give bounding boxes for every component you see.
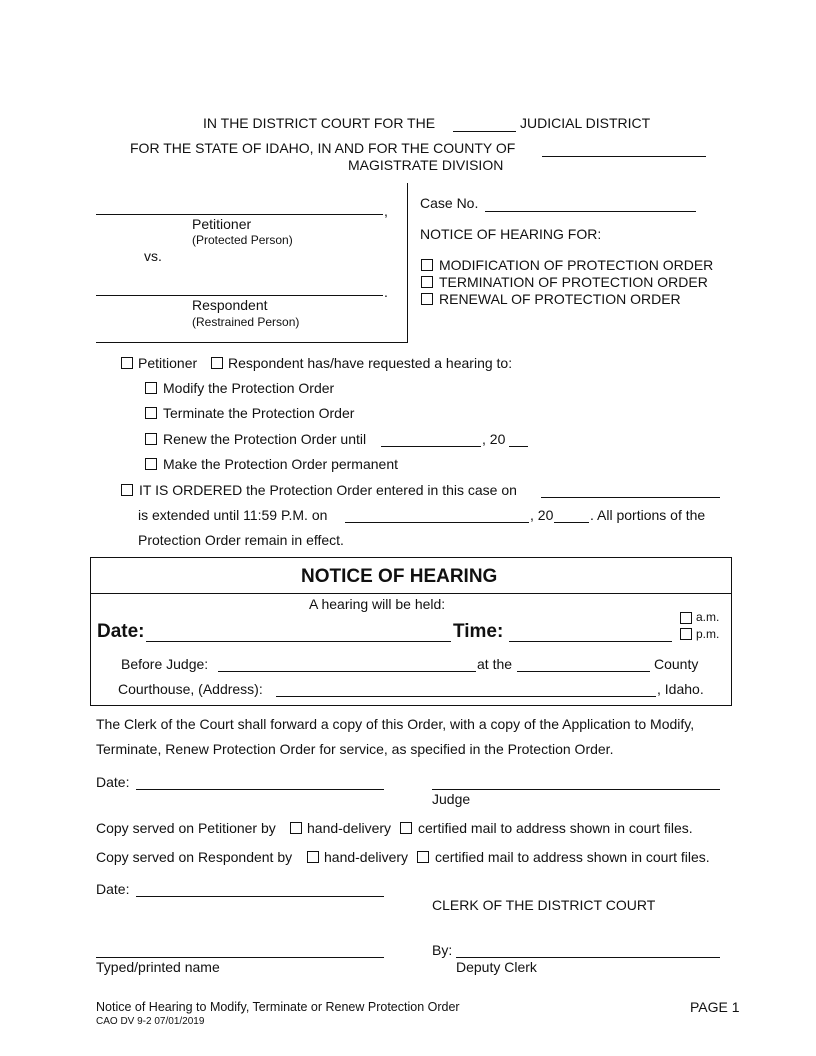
renew-label: Renew the Protection Order until (163, 431, 367, 447)
renewal-label: RENEWAL OF PROTECTION ORDER (439, 291, 681, 307)
footer-form-title: Notice of Hearing to Modify, Terminate or Renew Protection Order (96, 1000, 460, 1014)
hearing-date-label: Date: (97, 621, 145, 642)
county-field[interactable] (542, 156, 706, 157)
served-respondent-label: Copy served on Respondent by (96, 849, 293, 865)
termination-checkbox[interactable] (421, 276, 433, 288)
respondent-period: . (384, 284, 388, 300)
am-label: a.m. (696, 610, 720, 624)
notice-title: NOTICE OF HEARING (301, 566, 498, 587)
courthouse-county-field[interactable] (517, 671, 650, 672)
remain-in-effect-label: Protection Order remain in effect. (138, 532, 344, 548)
extended-label: is extended until 11:59 P.M. on (138, 507, 328, 523)
modify-label: Modify the Protection Order (163, 380, 335, 396)
deputy-clerk-signature-field[interactable] (456, 957, 720, 958)
hearing-time-field[interactable] (509, 641, 672, 642)
court-heading-part2: JUDICIAL DISTRICT (520, 115, 651, 131)
at-the-label: at the (477, 656, 513, 672)
ordered-checkbox[interactable] (121, 484, 133, 496)
permanent-checkbox[interactable] (145, 458, 157, 470)
order-date-field[interactable] (136, 789, 384, 790)
extended-year-field[interactable] (554, 522, 589, 523)
footer-form-code: CAO DV 9-2 07/01/2019 (96, 1016, 205, 1027)
deputy-clerk-label: Deputy Clerk (456, 959, 537, 975)
typed-name-label: Typed/printed name (96, 959, 220, 975)
notice-title-divider (90, 593, 732, 594)
petitioner-name-field[interactable] (96, 214, 383, 215)
respondent-certified-mail-checkbox[interactable] (417, 851, 429, 863)
petitioner-label: Petitioner (192, 216, 252, 232)
caption-divider-vertical (407, 183, 408, 343)
renew-year-label: , 20 (482, 431, 506, 447)
before-judge-label: Before Judge: (121, 656, 209, 672)
pm-label: p.m. (696, 627, 720, 641)
petitioner-hand-delivery-label: hand-delivery (307, 820, 392, 836)
court-heading-part1: IN THE DISTRICT COURT FOR THE (203, 115, 436, 131)
division-heading: MAGISTRATE DIVISION (348, 157, 504, 173)
petitioner-comma: , (384, 203, 388, 219)
petitioner-certified-mail-label: certified mail to address shown in court files. (418, 820, 693, 836)
caption-divider-horizontal (96, 342, 408, 343)
extended-suffix-label: . All portions of the (590, 507, 706, 523)
clerk-of-court-label: CLERK OF THE DISTRICT COURT (432, 897, 656, 913)
request-petitioner-checkbox[interactable] (121, 357, 133, 369)
judge-name-field[interactable] (218, 671, 476, 672)
ordered-label: IT IS ORDERED the Protection Order entered in this case on (139, 482, 517, 498)
petitioner-sublabel: (Protected Person) (192, 233, 293, 247)
hearing-held-label: A hearing will be held: (309, 596, 446, 612)
case-number-label: Case No. (420, 195, 479, 211)
renew-year-field[interactable] (509, 446, 528, 447)
request-respondent-checkbox[interactable] (211, 357, 223, 369)
termination-label: TERMINATION OF PROTECTION ORDER (439, 274, 708, 290)
modification-label: MODIFICATION OF PROTECTION ORDER (439, 257, 714, 273)
typed-name-field[interactable] (96, 957, 384, 958)
request-petitioner-label: Petitioner (138, 355, 198, 371)
modification-checkbox[interactable] (421, 259, 433, 271)
petitioner-certified-mail-checkbox[interactable] (400, 822, 412, 834)
extended-date-field[interactable] (345, 522, 529, 523)
permanent-label: Make the Protection Order permanent (163, 456, 399, 472)
respondent-name-field[interactable] (96, 295, 383, 296)
hearing-date-field[interactable] (146, 641, 451, 642)
service-date-label: Date: (96, 881, 130, 897)
modify-checkbox[interactable] (145, 382, 157, 394)
hearing-time-label: Time: (453, 621, 504, 642)
am-checkbox[interactable] (680, 612, 692, 624)
clerk-instruction-line2: Terminate, Renew Protection Order for service, as specified in the Protection Order. (96, 741, 614, 757)
judge-label: Judge (432, 791, 471, 807)
respondent-sublabel: (Restrained Person) (192, 315, 300, 329)
renewal-checkbox[interactable] (421, 293, 433, 305)
respondent-hand-delivery-checkbox[interactable] (307, 851, 319, 863)
terminate-checkbox[interactable] (145, 407, 157, 419)
judicial-district-field[interactable] (453, 131, 516, 132)
courthouse-address-label: Courthouse, (Address): (118, 681, 263, 697)
by-label: By: (432, 942, 453, 958)
extended-year-label: , 20 (530, 507, 554, 523)
notice-for-label: NOTICE OF HEARING FOR: (420, 226, 602, 242)
petitioner-hand-delivery-checkbox[interactable] (290, 822, 302, 834)
terminate-label: Terminate the Protection Order (163, 405, 355, 421)
idaho-label: , Idaho. (657, 681, 704, 697)
courthouse-address-field[interactable] (276, 696, 656, 697)
served-petitioner-label: Copy served on Petitioner by (96, 820, 276, 836)
respondent-hand-delivery-label: hand-delivery (324, 849, 409, 865)
request-respondent-label: Respondent has/have requested a hearing to: (228, 355, 513, 371)
respondent-certified-mail-label: certified mail to address shown in court files. (435, 849, 710, 865)
judge-signature-field[interactable] (432, 789, 720, 790)
respondent-label: Respondent (192, 297, 268, 313)
case-number-field[interactable] (485, 211, 696, 212)
footer-page-number: PAGE 1 (690, 999, 740, 1015)
service-date-field[interactable] (136, 896, 384, 897)
vs-label: vs. (144, 248, 162, 264)
renew-checkbox[interactable] (145, 433, 157, 445)
state-county-heading: FOR THE STATE OF IDAHO, IN AND FOR THE COUNTY OF (130, 140, 516, 156)
order-entered-date-field[interactable] (541, 497, 720, 498)
clerk-instruction-line1: The Clerk of the Court shall forward a copy of this Order, with a copy of the Application to Modify, (96, 716, 695, 732)
renew-until-date-field[interactable] (381, 446, 481, 447)
county-label: County (654, 656, 699, 672)
order-date-label: Date: (96, 774, 130, 790)
pm-checkbox[interactable] (680, 628, 692, 640)
